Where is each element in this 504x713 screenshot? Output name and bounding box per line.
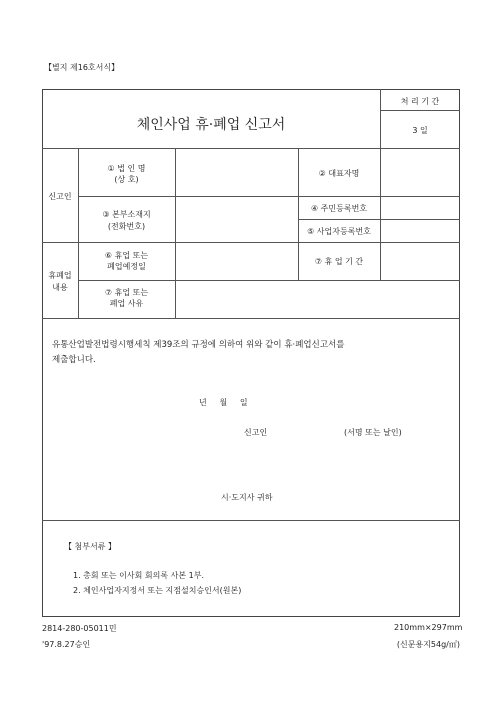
closure-date-label-2: 폐업예정일 <box>107 262 146 271</box>
trade-name-label: (상 호) <box>114 175 139 184</box>
biz-reg-label: ⑤ 사업자등록번호 <box>307 227 371 236</box>
corp-name-field[interactable] <box>176 149 297 195</box>
form-title: 체인사업 휴·폐업 신고서 <box>136 117 286 133</box>
attachment-item-2: 2. 체인사업자지정서 또는 지점설치승인서(원본) <box>73 586 242 595</box>
date-line: 년 월 일 <box>199 398 248 407</box>
closure-date-label-1: ⑥ 휴업 또는 <box>104 251 149 260</box>
statement-line-2: 제출합니다. <box>52 355 96 365</box>
signature-note: (서명 또는 날인) <box>344 428 402 437</box>
statement-line-1: 유통산업발전법령시행세칙 제39조의 규정에 의하여 위와 같이 휴·폐업신고서를 <box>52 340 345 350</box>
footer-approval: '97.8.27승인 <box>42 640 91 649</box>
attachments-header: 【 첨부서류 】 <box>64 542 116 551</box>
suspension-period-field[interactable] <box>381 243 459 279</box>
resident-reg-label: ④ 주민등록번호 <box>310 204 368 213</box>
footer-paper: (신문용지54g/㎡) <box>396 640 460 649</box>
rep-name-field[interactable] <box>381 149 459 195</box>
footer-size: 210mm×297mm <box>394 623 463 632</box>
processing-label: 처 리 기 간 <box>400 97 440 106</box>
corp-name-label: ① 법 인 명 <box>107 164 146 173</box>
biz-reg-field[interactable] <box>381 220 459 241</box>
footer-code: 2814-280-05011민 <box>42 624 117 633</box>
resident-reg-field[interactable] <box>381 197 459 218</box>
suspension-period-label: ⑦ 휴 업 기 간 <box>314 257 364 266</box>
closure-section-label-2: 내용 <box>52 283 68 292</box>
hq-address-field[interactable] <box>176 197 297 241</box>
reporter-section-label: 신고인 <box>48 192 72 201</box>
rep-name-label: ② 대표자명 <box>318 169 360 178</box>
form-number: 【별지 제16호서식】 <box>44 63 120 72</box>
closure-date-field[interactable] <box>176 243 297 279</box>
addressee: 시·도지사 귀하 <box>221 493 273 502</box>
closure-reason-label-1: ⑦ 휴업 또는 <box>104 288 149 297</box>
closure-section-label-1: 휴폐업 <box>48 271 72 280</box>
closure-reason-label-2: 폐업 사유 <box>109 299 144 308</box>
processing-divider <box>380 110 460 111</box>
phone-label: (전화번호) <box>107 222 146 231</box>
hq-address-label: ③ 본부소재지 <box>102 210 151 219</box>
signer-label: 신고인 <box>244 428 268 437</box>
closure-section-divider <box>42 318 460 319</box>
attachment-divider <box>42 520 460 521</box>
signer-name-field[interactable] <box>275 422 341 438</box>
processing-period: 3 일 <box>412 126 428 135</box>
attachment-item-1: 1. 총회 또는 이사회 회의록 사본 1부. <box>73 571 204 580</box>
closure-reason-field[interactable] <box>176 281 459 317</box>
